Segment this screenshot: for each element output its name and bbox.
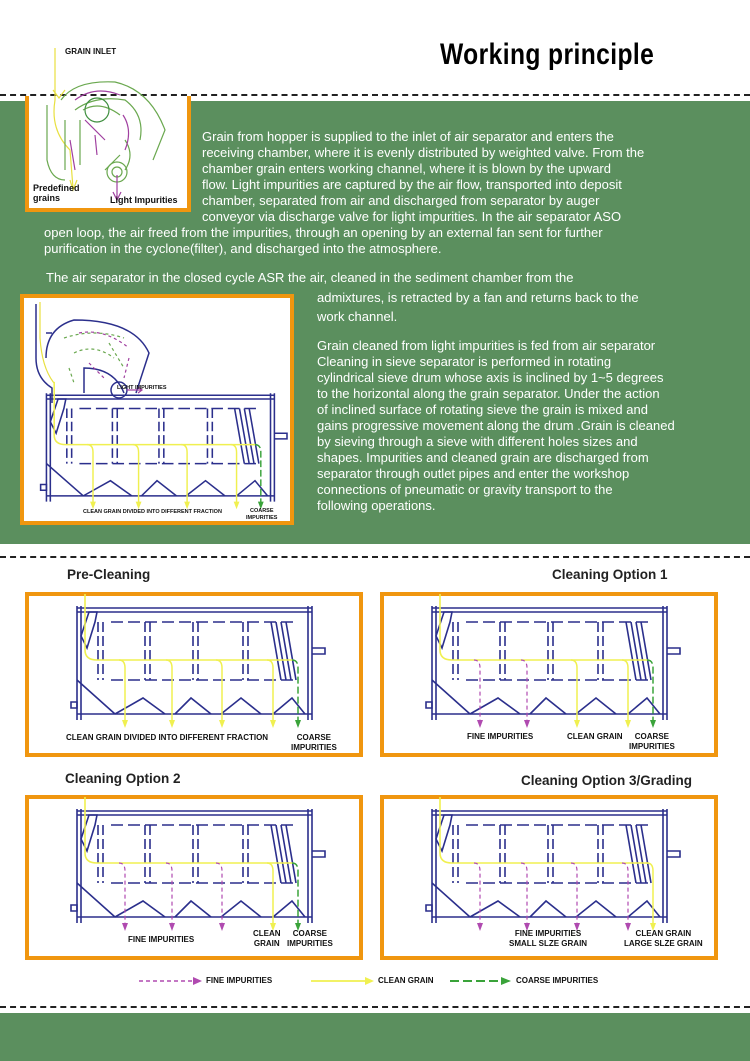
sieve-partition [548, 825, 553, 883]
coarse-impurities-label [287, 929, 333, 949]
label-line: IMPURITIES [246, 515, 278, 521]
text-line: to the horizontal along the grain separator. Under the action [317, 386, 660, 401]
sieve-partition [598, 825, 603, 883]
hopper-outlines [77, 883, 305, 917]
section-title-option-1: Cleaning Option 1 [552, 567, 668, 582]
sieve-drum [466, 622, 652, 680]
drive-shaft [667, 851, 680, 857]
sieve-partition [243, 825, 248, 883]
fine-arrowhead [219, 923, 225, 931]
text-line: chamber grain enters working channel, where it is blown by the upward [202, 161, 611, 176]
legend-lines [135, 975, 535, 987]
fine-arrowhead [169, 923, 175, 931]
screw-section [631, 622, 641, 680]
fine-impurities-label: FINE IMPURITIES [128, 935, 195, 944]
side-bracket [426, 905, 432, 911]
sieve-drum [111, 622, 297, 680]
screw-section [276, 825, 286, 883]
screw-section [249, 409, 259, 464]
sieve-partition [193, 825, 198, 883]
sieve-separator-group [41, 382, 287, 509]
paragraph-sieve [317, 338, 675, 514]
legend-fine-line [139, 977, 202, 985]
text-line: flow. Light impurities are captured by the air flow, transported into deposit [202, 177, 622, 192]
clean-grain-label [253, 929, 281, 949]
text-line: following operations. [317, 498, 436, 513]
label-line: COARSE [296, 733, 331, 742]
screw-section [636, 825, 646, 883]
paragraph-closed-cycle [317, 288, 639, 326]
sieve-partition [98, 825, 103, 883]
clean-grain-label: CLEAN GRAIN [567, 732, 623, 741]
clean-grain-label: CLEAN GRAIN DIVIDED INTO DIFFERENT FRACTION [66, 733, 269, 742]
text-line: chamber, separated from air and discharged from separator by auger [202, 193, 600, 208]
fine-impurities-label: FINE IMPURITIES [467, 732, 534, 741]
page-title: Working principle [440, 38, 655, 71]
grain-flow-line [440, 797, 648, 863]
grain-flow-line [85, 594, 293, 660]
fine-arrowhead [524, 720, 530, 728]
fine-arrowhead [477, 720, 483, 728]
label-line: COARSE [634, 732, 669, 741]
predefined-line-2: grains [33, 193, 61, 203]
light-impurities-label: LIGHT IMPURITIES [117, 385, 167, 391]
text-line: Grain cleaned from light impurities is fed from air separator [317, 338, 656, 353]
legend-fine-impurities: FINE IMPURITIES [206, 976, 273, 985]
hopper-outlines [432, 680, 660, 714]
footer-band [0, 1013, 750, 1061]
side-bracket [71, 905, 77, 911]
hopper-outlines [46, 464, 267, 496]
clean-arrowhead [574, 720, 580, 728]
sieve-partition [193, 622, 198, 680]
inlet-chute [81, 612, 97, 648]
sieve-partition [500, 622, 505, 680]
divider-middle [0, 556, 750, 558]
section-title-option-2: Cleaning Option 2 [65, 771, 181, 786]
screw-section [641, 622, 651, 680]
text-line: by sieving through a sieve with different holes sizes and [317, 434, 638, 449]
text-line: gains progressive movement along the drum .Grain is cleaned [317, 418, 675, 433]
text-line: conveyor via discharge valve for light impurities. In the air separator ASO [202, 209, 622, 224]
screw-section [286, 622, 296, 680]
screw-section [276, 622, 286, 680]
sieve-partition [98, 622, 103, 680]
grain-flow-line [440, 594, 648, 660]
clean-arrowhead [270, 720, 276, 728]
legend-clean-line [311, 977, 374, 985]
screw-section [286, 825, 296, 883]
side-bracket [71, 702, 77, 708]
clean-arrowhead [234, 502, 240, 510]
screw-section [281, 622, 291, 680]
drive-shaft [667, 648, 680, 654]
label-line: GRAIN [253, 939, 280, 948]
sieve-partition [598, 622, 603, 680]
drive-shaft [312, 648, 325, 654]
hopper-outlines [432, 883, 660, 917]
coarse-impurities-label [246, 508, 277, 522]
legend-coarse-line [450, 977, 511, 985]
clean-arrowhead [219, 720, 225, 728]
coarse-arrowhead [650, 720, 656, 728]
paragraph-intro [202, 129, 644, 225]
section-title-option-3: Cleaning Option 3/Grading [521, 773, 693, 788]
label-line: FINE IMPURITIES [514, 929, 582, 938]
sieve-partition [145, 622, 150, 680]
legend-coarse-impurities: COARSE IMPURITIES [516, 976, 599, 985]
grain-inlet-label: GRAIN INLET [65, 47, 117, 56]
sieve-partition [548, 622, 553, 680]
label-line: SMALL SLZE GRAIN [509, 939, 588, 948]
option-3-panel [380, 795, 718, 960]
sieve-drum [111, 825, 297, 883]
label-line: LARGE SLZE GRAIN [624, 939, 703, 948]
label-line: IMPURITIES [287, 939, 333, 948]
coarse-impurities-label [291, 733, 337, 753]
grain-flow-line [85, 797, 293, 863]
text-line: admixtures, is retracted by a fan and returns back to the [317, 290, 639, 305]
drum-diagram-group [71, 797, 325, 931]
label-line: IMPURITIES [291, 743, 337, 752]
text-line: of inclined surface of rotating sieve the grain is mixed and [317, 402, 648, 417]
sieve-partition [500, 825, 505, 883]
coarse-impurities-label [629, 732, 675, 752]
screw-section [239, 409, 249, 464]
label-line: CLEAN [253, 929, 281, 938]
text-line: separator through outlet pipes and enter the workshop [317, 466, 630, 481]
fine-arrowhead [122, 923, 128, 931]
text-line: open loop, the air freed from the impurities, through an opening by an external fan sent for further [44, 225, 603, 240]
sieve-partition [159, 409, 164, 464]
clean-arrowhead [122, 720, 128, 728]
divider-bottom [0, 1006, 750, 1008]
clean-large-grain-label [624, 929, 703, 949]
label-line: COARSE [249, 508, 274, 514]
screw-section [636, 622, 646, 680]
text-line: Grain from hopper is supplied to the inlet of air separator and enters the [202, 129, 614, 144]
paragraph-closed-cycle-first: The air separator in the closed cycle ASR the air, cleaned in the sediment chamber from the [46, 270, 574, 285]
sieve-drum [79, 409, 259, 464]
sieve-partition [207, 409, 212, 464]
text-line: work channel. [317, 309, 398, 324]
sieve-partition [243, 622, 248, 680]
paragraph-intro-cont [44, 225, 603, 257]
side-bracket [426, 702, 432, 708]
coarse-arrowhead [295, 720, 301, 728]
predefined-grains-label [33, 183, 80, 203]
text-line: Cleaning in sieve separator is performed in rotating [317, 354, 612, 369]
screw-section [244, 409, 254, 464]
separator-system-diagram [24, 298, 290, 521]
text-line: connections of pneumatic or gravity transport to the [317, 482, 613, 497]
text-line: receiving chamber, where it is evenly distributed by weighted valve. From the [202, 145, 645, 160]
drum-diagram-group [71, 594, 325, 728]
drum-diagram-group [426, 594, 680, 728]
legend-clean-grain: CLEAN GRAIN [378, 976, 434, 985]
sieve-partition [453, 825, 458, 883]
label-line: IMPURITIES [629, 742, 675, 751]
drive-shaft [274, 433, 287, 439]
inlet-chute [50, 399, 66, 433]
drum-diagram-group [426, 797, 680, 931]
label-line: COARSE [292, 929, 327, 938]
option-1-panel [380, 592, 718, 757]
fine-arrowhead [477, 923, 483, 931]
fine-impurities-small-grain-label [509, 929, 587, 949]
text-line: purification in the cyclone(filter), and discharged into the atmosphere. [44, 241, 442, 256]
pre-cleaning-panel [25, 592, 363, 757]
light-impurities-label: Light Impurities [110, 195, 178, 205]
screw-section [631, 825, 641, 883]
hopper-outlines [77, 680, 305, 714]
text-line: shapes. Impurities and cleaned grain are discharged from [317, 450, 649, 465]
predefined-line-1: Predefined [33, 183, 80, 193]
inlet-chute [436, 815, 452, 851]
sieve-partition [453, 622, 458, 680]
inlet-chute [81, 815, 97, 851]
sieve-drum [466, 825, 652, 883]
drive-shaft [312, 851, 325, 857]
sieve-partition [112, 409, 117, 464]
sieve-partition [67, 409, 72, 464]
label-line: CLEAN GRAIN [635, 929, 692, 938]
side-bracket [41, 485, 47, 491]
screw-section [641, 825, 651, 883]
clean-arrowhead [625, 720, 631, 728]
section-title-pre-cleaning: Pre-Cleaning [67, 567, 151, 582]
text-line: cylindrical sieve drum whose axis is inclined by 1~5 degrees [317, 370, 664, 385]
separator-system-image [20, 294, 294, 525]
clean-arrowhead [169, 720, 175, 728]
inlet-chute [436, 612, 452, 648]
option-2-panel [25, 795, 363, 960]
screw-section [281, 825, 291, 883]
sieve-partition [145, 825, 150, 883]
clean-grain-label: CLEAN GRAIN DIVIDED INTO DIFFERENT FRACTION [83, 509, 222, 515]
